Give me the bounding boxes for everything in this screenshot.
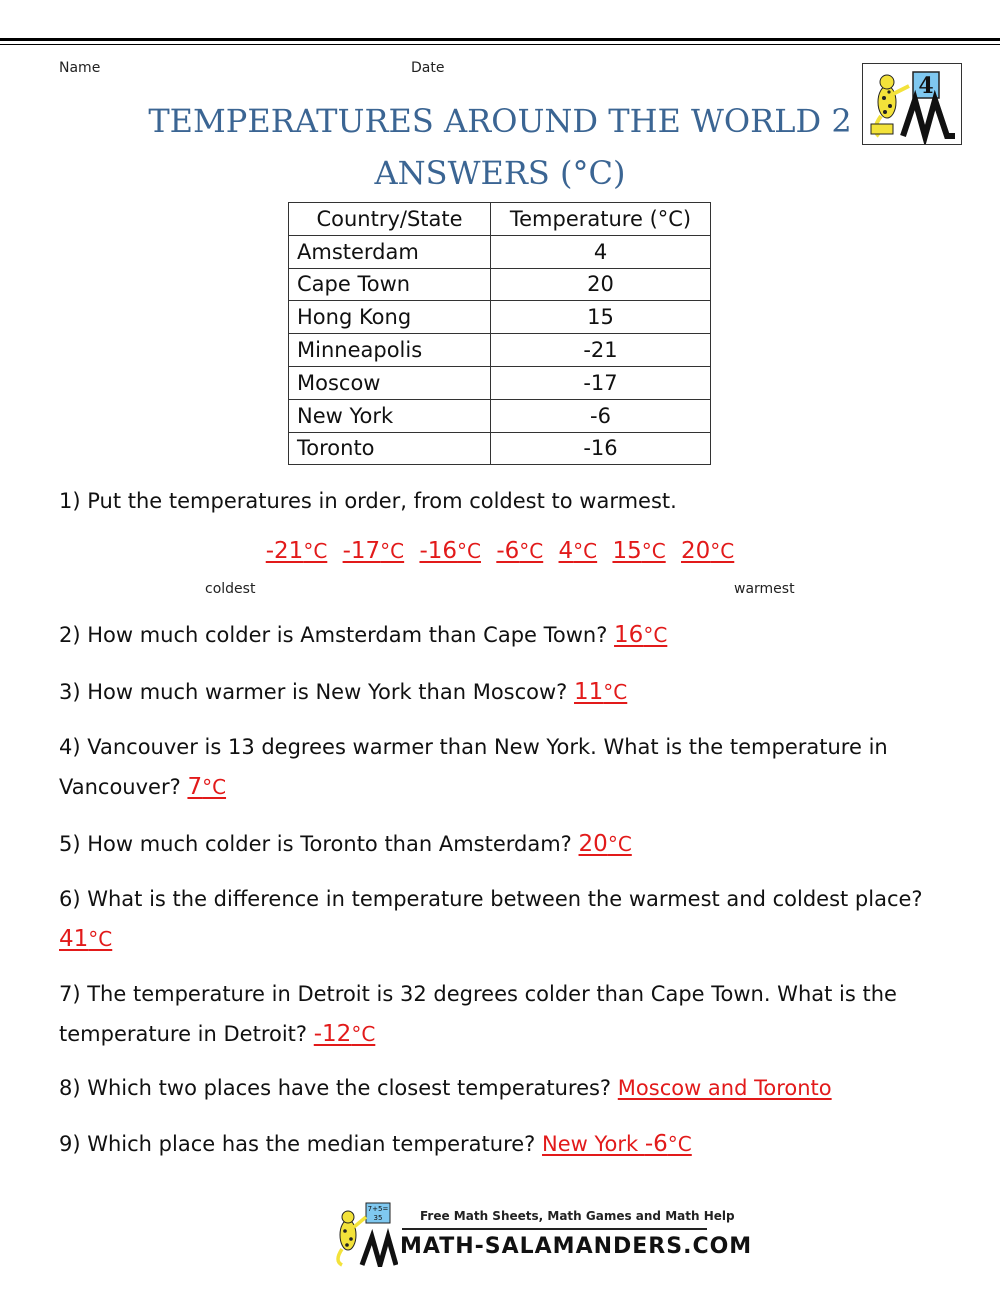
q6-answer: 41°C (59, 926, 113, 952)
footer-logo-sum-bottom: 35 (373, 1214, 383, 1222)
date-label: Date (411, 60, 445, 76)
top-rule-thin (0, 44, 1000, 45)
col-header-temperature: Temperature (°C) (491, 203, 711, 236)
temp-cell: 4 (491, 235, 711, 268)
q4-answer: 7°C (187, 774, 227, 800)
temp-cell: -16 (491, 432, 711, 465)
footer-rule (402, 1228, 707, 1230)
q5-answer: 20°C (578, 831, 632, 857)
order-item: 15°C (612, 538, 666, 564)
question-2: 2) How much colder is Amsterdam than Cape Town? 16°C (59, 622, 668, 648)
coldest-label: coldest (205, 581, 256, 597)
table-row (289, 366, 711, 399)
page-title-line2: ANSWERS (°C) (374, 154, 626, 192)
page-title-line1: TEMPERATURES AROUND THE WORLD 2 (148, 102, 852, 140)
q1-answer-order (0, 538, 1000, 564)
warmest-label: warmest (734, 581, 795, 597)
table-header-row (289, 203, 711, 236)
city-cell: Minneapolis (289, 334, 491, 367)
table-row (289, 399, 711, 432)
table-row (289, 334, 711, 367)
temp-cell: -6 (491, 399, 711, 432)
question-1: 1) Put the temperatures in order, from coldest to warmest. (59, 489, 677, 513)
question-8: 8) Which two places have the closest temperatures? Moscow and Toronto (59, 1076, 832, 1100)
question-9: 9) Which place has the median temperature? New York -6°C (59, 1131, 692, 1157)
order-item: 20°C (681, 538, 735, 564)
q9-answer: New York -6°C (542, 1131, 692, 1157)
table-row (289, 432, 711, 465)
temp-cell: 20 (491, 268, 711, 301)
question-4: 4) Vancouver is 13 degrees warmer than New York. What is the temperature in Vancouver? 7°C (59, 735, 888, 800)
table-row (289, 301, 711, 334)
order-item: -16°C (419, 538, 481, 564)
question-7: 7) The temperature in Detroit is 32 degrees colder than Cape Town. What is the temperature in Detroit? -12°C (59, 982, 897, 1047)
table-row (289, 235, 711, 268)
q3-answer: 11°C (574, 679, 628, 705)
footer-tagline: Free Math Sheets, Math Games and Math Help (420, 1209, 735, 1223)
q2-answer: 16°C (614, 622, 668, 648)
question-5: 5) How much colder is Toronto than Amsterdam? 20°C (59, 831, 632, 857)
city-cell: Moscow (289, 366, 491, 399)
grade-number: 4 (918, 73, 934, 99)
order-item: -17°C (342, 538, 405, 564)
footer-logo-sum-top: 7+5= (367, 1205, 389, 1213)
top-rule-thick (0, 38, 1000, 41)
question-6: 6) What is the difference in temperature between the warmest and coldest place? 41°C (59, 887, 923, 952)
order-item: -6°C (496, 538, 544, 564)
temp-cell: -21 (491, 334, 711, 367)
city-cell: New York (289, 399, 491, 432)
city-cell: Toronto (289, 432, 491, 465)
temperature-table (288, 202, 711, 465)
order-item: -21°C (265, 538, 328, 564)
table-row (289, 268, 711, 301)
city-cell: Amsterdam (289, 235, 491, 268)
col-header-country: Country/State (289, 203, 491, 236)
temp-cell: -17 (491, 366, 711, 399)
q7-answer: -12°C (313, 1021, 376, 1047)
q8-answer: Moscow and Toronto (617, 1076, 832, 1100)
order-item: 4°C (558, 538, 598, 564)
footer-site-name[interactable]: MATH-SALAMANDERS.COM (400, 1234, 753, 1259)
temp-cell: 15 (491, 301, 711, 334)
city-cell: Hong Kong (289, 301, 491, 334)
city-cell: Cape Town (289, 268, 491, 301)
question-3: 3) How much warmer is New York than Moscow? 11°C (59, 679, 628, 705)
name-label: Name (59, 60, 101, 76)
footer-salamander-icon (328, 1201, 398, 1267)
